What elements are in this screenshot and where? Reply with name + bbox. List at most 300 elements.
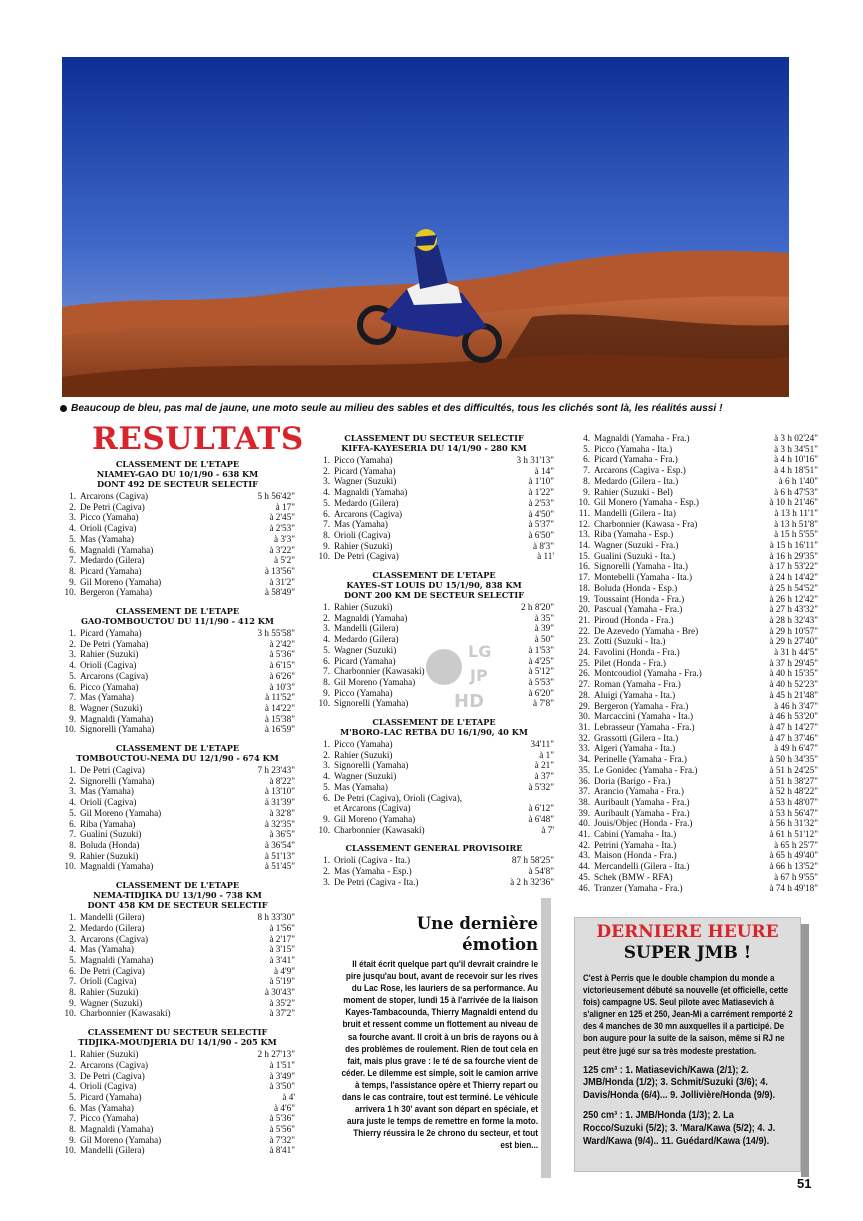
emotion-title: Une dernière émotion bbox=[416, 914, 538, 954]
result-row bbox=[574, 444, 818, 455]
result-time: à 1'22" bbox=[528, 487, 554, 498]
result-rank: 1. bbox=[69, 1049, 76, 1060]
result-row bbox=[574, 476, 818, 487]
result-row bbox=[60, 1049, 295, 1060]
result-rider: Mandelli (Gilera) bbox=[334, 623, 399, 634]
result-row bbox=[314, 866, 554, 877]
result-rank: 7. bbox=[69, 692, 76, 703]
result-row bbox=[60, 786, 295, 797]
result-row bbox=[60, 692, 295, 703]
result-rider: Orioli (Cagiva - Ita.) bbox=[334, 855, 411, 866]
result-rider: Riba (Yamaha - Esp.) bbox=[594, 529, 674, 540]
result-row bbox=[574, 572, 818, 583]
result-time: à 6'15" bbox=[269, 660, 295, 671]
result-time: 3 h 55'58" bbox=[257, 628, 295, 639]
result-rider: Mandelli (Gilera - Ita) bbox=[594, 507, 676, 518]
result-time: à 4'25" bbox=[528, 655, 554, 666]
heading-line: M'BORO-LAC RETBA DU 16/1/90, 40 KM bbox=[340, 727, 528, 738]
result-row bbox=[60, 840, 295, 851]
result-rider: Picco (Yamaha) bbox=[80, 512, 139, 523]
result-rider: Rahier (Suzuki) bbox=[80, 850, 139, 861]
result-rider: Jouis/Objec (Honda - Fra.) bbox=[594, 818, 693, 829]
result-row bbox=[574, 647, 818, 658]
heading-line: TIDJIKA-MOUDJERIA DU 14/1/90 - 205 KM bbox=[78, 1037, 277, 1048]
result-rank: 10. bbox=[64, 724, 76, 735]
result-time: à 11'52" bbox=[265, 692, 295, 703]
result-row bbox=[574, 829, 818, 840]
result-rank: 7. bbox=[323, 666, 330, 677]
result-rank: 3. bbox=[323, 760, 330, 771]
result-time: à 29 h 10'57" bbox=[769, 625, 818, 636]
result-time: à 40 h 15'35" bbox=[769, 668, 818, 679]
result-rank: 1. bbox=[323, 455, 330, 465]
result-time: à 67 h 9'55" bbox=[774, 871, 818, 882]
result-row bbox=[60, 703, 295, 714]
result-row bbox=[314, 623, 554, 634]
result-rider: Perinelle (Yamaha - Fra.) bbox=[594, 754, 687, 765]
result-time: à 3 h 02'24" bbox=[774, 433, 818, 443]
section-heading bbox=[60, 606, 295, 626]
result-rider: Wagner (Suzuki) bbox=[334, 644, 397, 655]
result-time: à 5'19" bbox=[269, 976, 295, 987]
result-rider: Maison (Honda - Fra.) bbox=[594, 850, 677, 861]
result-rank: 24. bbox=[578, 647, 590, 658]
result-rider: Arcarons (Cagiva) bbox=[80, 1059, 149, 1070]
result-rank: 2. bbox=[323, 749, 330, 760]
result-row bbox=[60, 649, 295, 660]
result-row bbox=[60, 628, 295, 639]
result-time: à 28 h 32'43" bbox=[769, 614, 818, 625]
result-rider: Charbonnier (Kawasaki) bbox=[334, 824, 425, 835]
result-row bbox=[60, 671, 295, 682]
result-rank: 42. bbox=[578, 839, 590, 850]
result-time: à 8'22" bbox=[269, 775, 295, 786]
result-rank: 9. bbox=[323, 687, 330, 698]
result-rider: Picard (Yamaha) bbox=[80, 565, 142, 576]
result-rider: Orioli (Cagiva) bbox=[334, 529, 391, 540]
result-rank: 10. bbox=[318, 824, 330, 835]
svg-text:JP: JP bbox=[470, 666, 488, 685]
result-time: à 2'53" bbox=[528, 497, 554, 508]
result-rank: 3. bbox=[323, 876, 330, 887]
result-row bbox=[574, 776, 818, 787]
heading-line: CLASSEMENT GENERAL PROVISOIRE bbox=[345, 843, 523, 854]
result-row bbox=[60, 1092, 295, 1103]
result-rider: Medardo (Gilera) bbox=[80, 555, 145, 566]
result-rider: Wagner (Suzuki - Fra.) bbox=[594, 540, 679, 551]
result-rider: Picco (Yamaha) bbox=[334, 455, 393, 465]
result-row bbox=[60, 682, 295, 693]
result-row bbox=[574, 583, 818, 594]
result-time: à 35'2" bbox=[269, 997, 295, 1008]
result-rank: 6. bbox=[69, 544, 76, 555]
result-rank: 23. bbox=[578, 636, 590, 647]
result-rank: 5. bbox=[69, 670, 76, 681]
result-rank: 3. bbox=[323, 623, 330, 634]
result-rank: 43. bbox=[578, 850, 590, 861]
result-rank: 4. bbox=[69, 660, 76, 671]
result-rider: Bergeron (Yamaha) bbox=[80, 587, 153, 598]
result-rank: 8. bbox=[583, 475, 590, 486]
heading-line: DONT 200 KM DE SECTEUR SELECTIF bbox=[343, 590, 525, 601]
emotion-article bbox=[322, 913, 538, 1152]
sector-tidjika-moudjeria bbox=[60, 1027, 295, 1156]
stage-niamey-gao bbox=[60, 459, 295, 598]
result-rank: 6. bbox=[69, 1102, 76, 1113]
result-time: à 54'8" bbox=[528, 866, 554, 877]
result-row bbox=[574, 487, 818, 498]
result-rider: Mas (Yamaha) bbox=[80, 944, 134, 955]
result-rider: Arcarons (Cagiva - Esp.) bbox=[594, 465, 686, 476]
result-rank: 3. bbox=[69, 649, 76, 660]
result-time: à 3'50" bbox=[269, 1081, 295, 1092]
result-time: à 6'48" bbox=[528, 813, 554, 824]
result-rider: Rahier (Suzuki) bbox=[334, 602, 393, 613]
sector-kiffa-kayeseria bbox=[314, 433, 554, 562]
heading-line: TOMBOUCTOU-NEMA DU 12/1/90 - 674 KM bbox=[76, 753, 279, 764]
result-time: à 6 h 47'53" bbox=[774, 486, 818, 497]
bullet-icon bbox=[60, 405, 67, 412]
result-time: à 47 h 37'46" bbox=[769, 732, 818, 743]
result-time: à 16'59" bbox=[264, 724, 295, 735]
result-rank: 8. bbox=[69, 1124, 76, 1135]
result-rank: 3. bbox=[69, 786, 76, 797]
result-rider: Arcarons (Cagiva) bbox=[80, 933, 149, 944]
result-rider: De Petri (Yamaha) bbox=[80, 638, 149, 649]
result-time: à 50 h 34'35" bbox=[769, 754, 818, 765]
result-row bbox=[314, 602, 554, 613]
result-rider: Signorelli (Yamaha) bbox=[80, 724, 155, 735]
result-row bbox=[574, 818, 818, 829]
result-time: à 58'49" bbox=[264, 587, 295, 598]
result-rank: 34. bbox=[578, 754, 590, 765]
result-row bbox=[60, 587, 295, 598]
result-row bbox=[60, 1113, 295, 1124]
result-rider: Charbonnier (Kawasa - Fra) bbox=[594, 518, 698, 529]
result-row bbox=[60, 912, 295, 923]
box-shadow bbox=[801, 924, 809, 1177]
result-row bbox=[574, 690, 818, 701]
result-rider: Picco (Yamaha - Ita.) bbox=[594, 443, 673, 454]
result-rider: Rahier (Suzuki) bbox=[80, 649, 139, 660]
result-rider: Arancio (Yamaha - Fra.) bbox=[594, 786, 684, 797]
result-row bbox=[314, 487, 554, 498]
result-time: à 53 h 56'47" bbox=[769, 807, 818, 818]
result-time: à 5'36" bbox=[269, 1113, 295, 1124]
section-heading bbox=[314, 843, 554, 853]
result-row bbox=[60, 1081, 295, 1092]
result-time: à 40 h 52'23" bbox=[769, 679, 818, 690]
result-rank: 8. bbox=[69, 839, 76, 850]
result-rank: 6. bbox=[323, 655, 330, 666]
result-rank: 9. bbox=[69, 1134, 76, 1145]
result-row bbox=[574, 754, 818, 765]
result-row bbox=[574, 529, 818, 540]
result-rank: 6. bbox=[323, 792, 330, 803]
result-time: à 3'22" bbox=[269, 544, 295, 555]
result-row bbox=[60, 1124, 295, 1135]
result-rider: Mas (Yamaha) bbox=[80, 1102, 134, 1113]
result-rider: De Azevedo (Yamaha - Bre) bbox=[594, 625, 699, 636]
result-rank: 31. bbox=[578, 721, 590, 732]
result-time: à 32'35" bbox=[264, 818, 295, 829]
result-time: à 2'17" bbox=[269, 933, 295, 944]
result-rank: 10. bbox=[64, 1008, 76, 1019]
result-rider: Mas (Yamaha) bbox=[334, 519, 388, 530]
result-rank: 1. bbox=[323, 739, 330, 750]
result-row bbox=[574, 604, 818, 615]
result-rider: et Arcarons (Cagiva) bbox=[334, 803, 411, 814]
result-time: à 2'53" bbox=[269, 523, 295, 534]
result-rider: Pilet (Honda - Fra.) bbox=[594, 657, 666, 668]
result-rank: 44. bbox=[578, 861, 590, 872]
result-rider: De Petri (Cagiva) bbox=[80, 765, 145, 776]
result-rank: 45. bbox=[578, 871, 590, 882]
result-rider: Medardo (Gilera) bbox=[334, 634, 399, 645]
result-rider: Wagner (Suzuki) bbox=[80, 997, 143, 1008]
result-rider: Pascual (Yamaha - Fra.) bbox=[594, 604, 683, 615]
result-rank: 38. bbox=[578, 796, 590, 807]
result-row bbox=[574, 508, 818, 519]
result-row bbox=[314, 739, 554, 750]
result-row bbox=[60, 534, 295, 545]
result-rider: Mercandelli (Gilera - Ita.) bbox=[594, 861, 690, 872]
result-rank: 26. bbox=[578, 668, 590, 679]
result-time: à 47 h 14'27" bbox=[769, 721, 818, 732]
result-row bbox=[60, 502, 295, 513]
heading-line: CLASSEMENT DE L'ETAPE bbox=[372, 570, 496, 581]
page-number: 51 bbox=[797, 1176, 812, 1191]
result-rank: 8. bbox=[323, 529, 330, 540]
result-rider: Magnaldi (Yamaha) bbox=[80, 713, 154, 724]
result-rider: Arcarons (Cagiva) bbox=[334, 508, 403, 519]
result-rider: Mas (Yamaha) bbox=[80, 692, 134, 703]
result-rank: 10. bbox=[64, 861, 76, 872]
result-time: à 2 h 32'36" bbox=[510, 876, 554, 887]
result-rank: 5. bbox=[69, 954, 76, 965]
result-rider: Auribault (Yamaha - Fra.) bbox=[594, 796, 690, 807]
result-rider: Toussaint (Honda - Fra.) bbox=[594, 593, 685, 604]
result-row bbox=[314, 750, 554, 761]
result-row bbox=[574, 561, 818, 572]
result-rider: Boluda (Honda - Esp.) bbox=[594, 582, 678, 593]
result-rider: Orioli (Cagiva) bbox=[80, 797, 137, 808]
result-time: à 11' bbox=[537, 551, 554, 562]
result-rank: 16. bbox=[578, 561, 590, 572]
divider-bar bbox=[541, 898, 551, 1178]
result-time: à 4' bbox=[282, 1091, 295, 1102]
result-rider: Gil Moreno (Yamaha) bbox=[334, 676, 416, 687]
result-time: à 8'3" bbox=[533, 540, 554, 551]
result-time: à 5'2" bbox=[274, 555, 295, 566]
result-rider: Picco (Yamaha) bbox=[80, 1113, 139, 1124]
result-rank: 4. bbox=[583, 433, 590, 443]
results-250: 250 cm³ : 1. JMB/Honda (1/3); 2. La Rocco/Suzuki (5/2); 3. 'Mara/Kawa (5/2); 4. J. Ward/Kawa (9/4).. 11. Guédard/Kawa (14/9). bbox=[583, 1110, 776, 1147]
result-rider: Montebelli (Yamaha - Ita.) bbox=[594, 572, 693, 583]
result-time: à 13 h 11'1" bbox=[774, 507, 818, 518]
result-time: à 49 h 6'47" bbox=[774, 743, 818, 754]
section-heading bbox=[60, 880, 295, 910]
result-time: à 4 h 10'16" bbox=[774, 454, 818, 465]
result-time: à 10 h 21'46" bbox=[769, 497, 818, 508]
result-rank: 35. bbox=[578, 764, 590, 775]
heading-line: KAYES-ST LOUIS DU 15/1/90, 838 KM bbox=[346, 580, 522, 591]
result-time: 2 h 8'20" bbox=[521, 602, 554, 613]
result-rider: Picco (Yamaha) bbox=[334, 687, 393, 698]
result-time: à 51'45" bbox=[264, 861, 295, 872]
heading-line: DONT 458 KM DE SECTEUR SELECTIF bbox=[87, 900, 268, 911]
result-rank: 5. bbox=[583, 443, 590, 454]
result-row bbox=[574, 722, 818, 733]
result-rank: 2. bbox=[323, 866, 330, 877]
result-time: à 65 h 49'40" bbox=[769, 850, 818, 861]
result-row bbox=[574, 861, 818, 872]
result-time: à 51'13" bbox=[264, 850, 295, 861]
result-row bbox=[574, 636, 818, 647]
result-row bbox=[314, 530, 554, 541]
result-rider: Gil Monero (Yamaha - Esp.) bbox=[594, 497, 699, 508]
result-rider: Mandelli (Gilera) bbox=[80, 1145, 145, 1156]
result-rider: Picco (Yamaha) bbox=[80, 681, 139, 692]
result-rider: Bergeron (Yamaha - Fra.) bbox=[594, 700, 689, 711]
result-time: à 65 h 25'7" bbox=[774, 839, 818, 850]
result-rider: Rahier (Suzuki - Bel) bbox=[594, 486, 673, 497]
result-rank: 9. bbox=[69, 713, 76, 724]
result-rider: Magnaldi (Yamaha) bbox=[80, 954, 154, 965]
result-row bbox=[60, 724, 295, 735]
result-rank: 21. bbox=[578, 614, 590, 625]
heading-line: GAO-TOMBOUCTOU DU 11/1/90 - 412 KM bbox=[81, 616, 274, 627]
result-rider: Orioli (Cagiva) bbox=[80, 1081, 137, 1092]
result-row bbox=[60, 491, 295, 502]
result-time: à 32'8" bbox=[269, 807, 295, 818]
result-rider: Magnaldi (Yamaha) bbox=[334, 487, 408, 498]
result-rider: Rahier (Suzuki) bbox=[80, 1049, 139, 1060]
result-time: à 7' bbox=[541, 824, 554, 835]
result-time: à 39" bbox=[534, 623, 554, 634]
section-heading bbox=[314, 717, 554, 737]
result-time: à 16 h 29'35" bbox=[769, 550, 818, 561]
result-time: à 61 h 51'12" bbox=[769, 829, 818, 840]
result-time: 3 h 31'13" bbox=[516, 455, 554, 465]
result-rider: Favolini (Honda - Fra.) bbox=[594, 647, 680, 658]
result-row bbox=[314, 519, 554, 530]
result-rank: 4. bbox=[69, 797, 76, 808]
result-time: à 1'53" bbox=[528, 644, 554, 655]
result-time: à 36'54" bbox=[264, 839, 295, 850]
result-row bbox=[60, 944, 295, 955]
result-row bbox=[314, 814, 554, 825]
result-rank: 17. bbox=[578, 572, 590, 583]
result-row bbox=[60, 976, 295, 987]
result-row bbox=[60, 1071, 295, 1082]
result-time: à 13'10" bbox=[264, 786, 295, 797]
result-rider: Doria (Barigo - Fra.) bbox=[594, 775, 671, 786]
result-time: à 36'5" bbox=[269, 829, 295, 840]
result-time: à 1'51" bbox=[269, 1059, 295, 1070]
result-rider: De Petri (Cagiva) bbox=[80, 965, 145, 976]
result-rank: 5. bbox=[323, 781, 330, 792]
result-row bbox=[574, 808, 818, 819]
result-rank: 39. bbox=[578, 807, 590, 818]
result-time: à 3'15" bbox=[269, 944, 295, 955]
result-row bbox=[60, 523, 295, 534]
result-rank: 3. bbox=[69, 1070, 76, 1081]
result-row bbox=[574, 519, 818, 530]
result-rider: Magnaldi (Yamaha) bbox=[80, 1124, 154, 1135]
derniere-heure-kicker: DERNIERE HEURE bbox=[596, 922, 779, 942]
watermark-logo bbox=[424, 637, 494, 715]
result-rider: Lebrasseur (Yamaha - Fra.) bbox=[594, 721, 695, 732]
result-row bbox=[60, 851, 295, 862]
result-time: à 6'12" bbox=[528, 803, 554, 814]
result-rider: Schek (BMW - RFA) bbox=[594, 871, 673, 882]
result-row bbox=[60, 923, 295, 934]
result-row bbox=[60, 660, 295, 671]
result-rank: 40. bbox=[578, 818, 590, 829]
result-time: à 31'39" bbox=[264, 797, 295, 808]
result-rider: Riba (Yamaha) bbox=[80, 818, 136, 829]
heading-line: DONT 492 DE SECTEUR SELECTIF bbox=[97, 479, 258, 489]
result-rank: 4. bbox=[323, 771, 330, 782]
result-rider: De Petri (Cagiva) bbox=[334, 551, 399, 562]
result-rank: 11. bbox=[578, 507, 590, 518]
result-rider: Rahier (Suzuki) bbox=[334, 749, 393, 760]
result-row bbox=[60, 829, 295, 840]
result-time: à 5'32" bbox=[528, 781, 554, 792]
result-rider: Algeri (Yamaha - Ita.) bbox=[594, 743, 676, 754]
result-rider: Gil Moreno (Yamaha) bbox=[80, 576, 162, 587]
result-rank: 2. bbox=[69, 501, 76, 512]
result-row bbox=[60, 512, 295, 523]
derniere-heure-title: SUPER JMB ! bbox=[623, 943, 752, 963]
result-rider: Mas (Yamaha - Esp.) bbox=[334, 866, 412, 877]
result-row bbox=[314, 498, 554, 509]
result-rider: Signorelli (Yamaha) bbox=[334, 760, 409, 771]
result-time: 5 h 56'42" bbox=[257, 491, 295, 501]
result-row bbox=[60, 566, 295, 577]
result-row bbox=[314, 877, 554, 888]
section-heading bbox=[314, 433, 554, 453]
result-rank: 6. bbox=[69, 681, 76, 692]
result-rank: 12. bbox=[578, 518, 590, 529]
result-rider: De Petri (Cagiva - Ita.) bbox=[334, 876, 419, 887]
result-rider: Charbonnier (Kawasaki) bbox=[334, 666, 425, 677]
result-rank: 7. bbox=[69, 555, 76, 566]
result-row bbox=[60, 934, 295, 945]
result-time: à 51 h 24'25" bbox=[769, 764, 818, 775]
result-time: à 5'36" bbox=[269, 649, 295, 660]
result-rider: Gil Moreno (Yamaha) bbox=[334, 813, 416, 824]
result-rider: Grassotti (Gilera - Ita.) bbox=[594, 732, 679, 743]
result-time: à 50" bbox=[534, 634, 554, 645]
result-row bbox=[574, 668, 818, 679]
result-rank: 28. bbox=[578, 689, 590, 700]
photo-caption: Beaucoup de bleu, pas mal de jaune, une moto seule au milieu des sables et des difficultés, tous les clichés sont là, les réalités aussi ! bbox=[60, 403, 820, 414]
result-time: à 4 h 18'51" bbox=[774, 465, 818, 476]
result-rank: 32. bbox=[578, 732, 590, 743]
result-row bbox=[574, 551, 818, 562]
result-rank: 3. bbox=[69, 512, 76, 523]
result-rank: 8. bbox=[69, 702, 76, 713]
result-rider: Rahier (Suzuki) bbox=[334, 540, 393, 551]
result-time: à 31'2" bbox=[269, 576, 295, 587]
result-time: à 21" bbox=[534, 760, 554, 771]
result-rider: De Petri (Cagiva) bbox=[80, 501, 145, 512]
result-row bbox=[574, 679, 818, 690]
section-heading bbox=[314, 570, 554, 600]
result-row bbox=[60, 1008, 295, 1019]
